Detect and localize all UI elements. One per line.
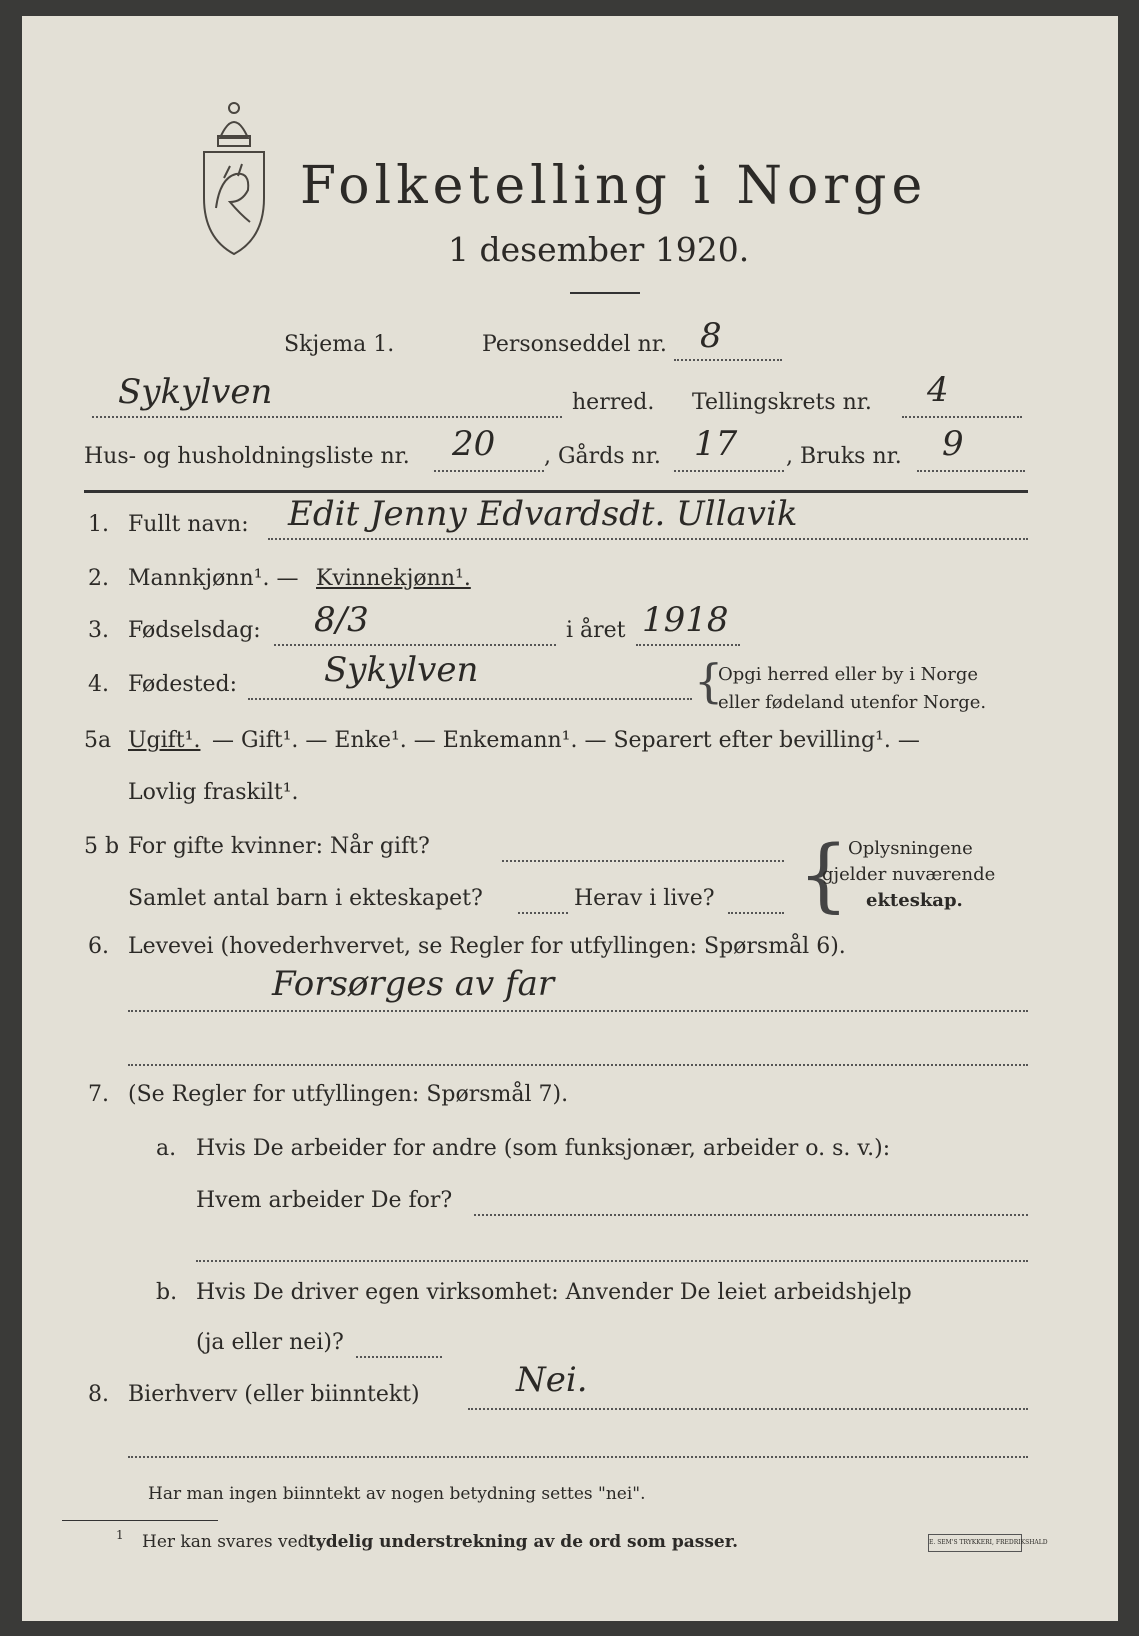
male-option: Mannkjønn¹. — — [128, 566, 299, 591]
bruks-label: , Bruks nr. — [786, 444, 902, 469]
q6-label: Levevei (hovederhvervet, se Regler for utfyllingen: Spørsmål 6). — [128, 934, 846, 959]
census-form-page — [22, 16, 1118, 1621]
q4-brace: { — [694, 654, 724, 708]
personseddel-value: 8 — [700, 316, 722, 356]
herred-label: herred. — [572, 390, 655, 415]
q8-line1 — [468, 1408, 1028, 1410]
q3-label: Fødselsdag: — [128, 618, 261, 643]
birthplace-value: Sykylven — [324, 650, 479, 690]
q1-line — [268, 538, 1028, 540]
livelihood-value: Forsørges av far — [272, 964, 555, 1004]
q4-note-line2: eller fødeland utenfor Norge. — [718, 692, 987, 713]
q5b-children-label: Samlet antal barn i ekteskapet? — [128, 886, 483, 911]
schema-label: Skjema 1. — [284, 332, 395, 357]
children-line — [518, 912, 568, 914]
married-when-line — [502, 860, 784, 862]
footnote-text-a: Her kan svares ved — [142, 1532, 309, 1552]
birth-year-value: 1918 — [642, 600, 729, 640]
q6-number: 6. — [88, 934, 109, 959]
gards-line — [674, 470, 784, 472]
hus-line — [434, 470, 544, 472]
footnote-text-b: tydelig understrekning av de ord som passer. — [308, 1532, 739, 1552]
tellingskrets-line — [902, 416, 1022, 418]
q4-note-line1: Opgi herred eller by i Norge — [718, 664, 979, 685]
title-divider — [570, 292, 640, 294]
q2-number: 2. — [88, 566, 109, 591]
personseddel-label: Personseddel nr. — [482, 332, 667, 357]
q6-line1 — [128, 1010, 1028, 1012]
q4-number: 4. — [88, 672, 109, 697]
q1-label: Fullt navn: — [128, 512, 249, 537]
side-income-value: Nei. — [516, 1360, 588, 1400]
footnote-rule — [62, 1520, 218, 1521]
q3-number: 3. — [88, 618, 109, 643]
q1-number: 1. — [88, 512, 109, 537]
tellingskrets-value: 4 — [927, 370, 949, 410]
q4-label: Fødested: — [128, 672, 238, 697]
q7a-line1: Hvis De arbeider for andre (som funksjonær, arbeider o. s. v.): — [196, 1136, 891, 1161]
tellingskrets-label: Tellingskrets nr. — [692, 390, 872, 415]
female-option-underlined: Kvinnekjønn¹. — [316, 566, 471, 591]
coat-of-arms-icon — [190, 98, 278, 258]
q7-label: (Se Regler for utfyllingen: Spørsmål 7). — [128, 1082, 569, 1107]
bruks-line — [917, 470, 1025, 472]
gards-label: , Gårds nr. — [544, 444, 661, 469]
q7a-answer-line2 — [196, 1260, 1028, 1262]
bruks-value: 9 — [942, 424, 964, 464]
q7b-answer-line — [356, 1356, 442, 1358]
q8-number: 8. — [88, 1382, 109, 1407]
full-name-value: Edit Jenny Edvardsdt. Ullavik — [288, 494, 798, 534]
marital-options: — Gift¹. — Enke¹. — Enkemann¹. — Separert efter bevilling¹. — — [212, 728, 920, 753]
year-line — [636, 644, 740, 646]
q7a-answer-line — [474, 1214, 1028, 1216]
q5b-note-line3: ekteskap. — [866, 890, 963, 911]
year-label: i året — [566, 618, 626, 643]
header-rule — [84, 490, 1028, 493]
q7b-letter: b. — [156, 1280, 178, 1305]
herred-line — [92, 416, 562, 418]
q8-line2 — [128, 1456, 1028, 1458]
alive-line — [728, 912, 784, 914]
unmarried-option-underlined: Ugift¹. — [128, 728, 201, 753]
gards-value: 17 — [694, 424, 738, 464]
hus-value: 20 — [452, 424, 496, 464]
herred-value: Sykylven — [118, 372, 273, 412]
q3-line — [274, 644, 556, 646]
q5b-note-line2: gjelder nuværende — [822, 864, 996, 885]
census-date: 1 desember 1920. — [448, 230, 750, 269]
q5b-brace: { — [798, 828, 849, 921]
side-income-note: Har man ingen biinntekt av nogen betydning settes "nei". — [148, 1484, 646, 1504]
footnote-mark: 1 — [116, 1528, 124, 1542]
personseddel-line — [674, 359, 782, 361]
q7b-line2: (ja eller nei)? — [196, 1330, 344, 1355]
q5b-married-when: For gifte kvinner: Når gift? — [128, 834, 430, 859]
q5b-note-line1: Oplysningene — [848, 838, 973, 859]
printer-mark: E. SEM'S TRYKKERI, FREDRIKSHALD — [928, 1534, 1022, 1552]
q4-line — [248, 698, 692, 700]
q7a-letter: a. — [156, 1136, 177, 1161]
birthday-value: 8/3 — [314, 600, 369, 640]
q5b-number: 5 b — [84, 834, 120, 859]
q8-label: Bierhverv (eller biinntekt) — [128, 1382, 420, 1407]
q7a-line2: Hvem arbeider De for? — [196, 1188, 453, 1213]
hus-label: Hus- og husholdningsliste nr. — [84, 444, 410, 469]
q5a-number: 5a — [84, 728, 112, 753]
q5b-alive-label: Herav i live? — [574, 886, 715, 911]
q6-line2 — [128, 1064, 1028, 1066]
q7-number: 7. — [88, 1082, 109, 1107]
q7b-line1: Hvis De driver egen virksomhet: Anvender De leiet arbeidshjelp — [196, 1280, 912, 1305]
divorced-option: Lovlig fraskilt¹. — [128, 780, 299, 805]
form-title: Folketelling i Norge — [300, 156, 928, 216]
